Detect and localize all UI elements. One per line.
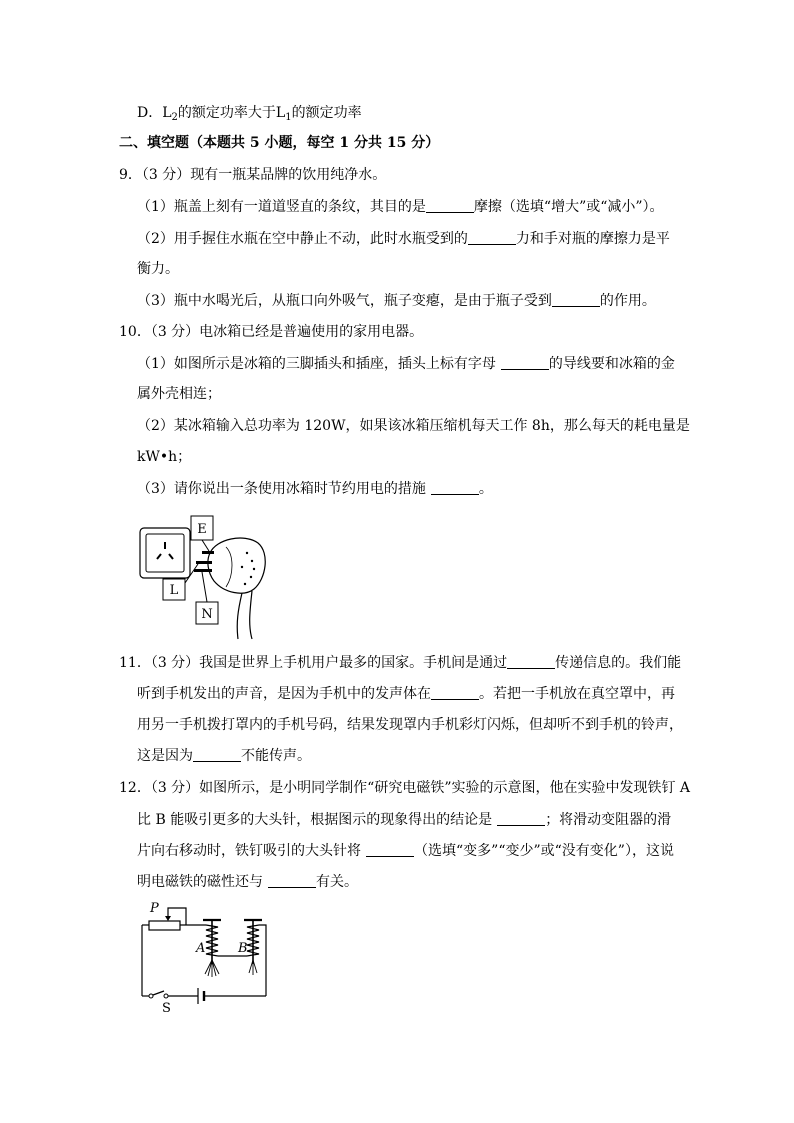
q9-part2-text-a: （2）用手握住水瓶在空中静止不动，此时水瓶受到的 — [137, 231, 468, 247]
q9-part2-text-b: 力和手对瓶的摩擦力是平 — [515, 231, 670, 247]
q10-part1-line1 — [137, 354, 675, 374]
plug-socket-figure — [130, 505, 280, 645]
option-d — [137, 103, 362, 123]
q12-text-e: 明电磁铁的磁性还与 — [137, 874, 263, 890]
q9-part3-text-b: 的作用。 — [599, 293, 656, 309]
answer-blank — [468, 231, 516, 245]
q10-part3 — [137, 479, 493, 499]
q11-text-d: 。若把一手机放在真空罩中，再 — [479, 686, 675, 702]
q11-text-b: 传递信息的。我们能 — [555, 655, 682, 671]
option-d-text-end: 的额定功率 — [291, 105, 362, 121]
q12-line4 — [137, 872, 358, 892]
wall-socket — [140, 528, 190, 578]
answer-blank — [552, 293, 600, 307]
q11-text-a: 11．（3 分）我国是世界上手机用户最多的国家。手机间是通过 — [119, 655, 508, 671]
plug-pin-neutral — [194, 569, 212, 572]
q9-part1 — [137, 197, 664, 217]
switch-blade — [153, 991, 164, 995]
q11-line1 — [119, 653, 681, 673]
plug-pin-earth — [202, 551, 214, 554]
nail-a-pins — [205, 960, 219, 977]
rheostat — [149, 921, 180, 930]
answer-blank — [426, 199, 474, 213]
answer-blank — [431, 481, 479, 495]
answer-blank — [497, 812, 545, 826]
q9-part2-line1 — [137, 229, 670, 249]
q12-text-d: （选填“变多”“变少”或“没有变化”），这说 — [414, 843, 674, 859]
switch-terminal-left — [149, 994, 153, 998]
plug-pin-live — [196, 561, 212, 564]
answer-blank — [268, 874, 316, 888]
q9-part1-text-b: 摩擦（选填“增大”或“减小”）。 — [473, 199, 664, 215]
q11-text-f: 不能传声。 — [241, 748, 311, 764]
plug-cord-left — [237, 593, 242, 639]
label-b: B — [238, 941, 248, 956]
q10-part2-line1: （2）某冰箱输入总功率为 120W，如果该冰箱压缩机每天工作 8h，那么每天的耗电量是 — [137, 418, 690, 434]
section-title: 二、填空题（本题共 5 小题，每空 1 分共 15 分） — [119, 135, 440, 151]
electromagnet-circuit-figure — [130, 898, 280, 1018]
q11-line2 — [137, 684, 675, 704]
q11-text-e: 这是因为 — [137, 748, 193, 764]
label-l: L — [169, 583, 179, 598]
q12-text-b: ；将滑动变阻器的滑 — [545, 812, 672, 828]
q11-line3: 用另一手机拨打罩内的手机号码，结果发现罩内手机彩灯闪烁，但却听不到手机的铃声， — [137, 717, 683, 733]
q10-part1-text-b: 的导线要和冰箱的金 — [548, 356, 675, 372]
plug-cord-right — [250, 591, 252, 639]
label-n-leader — [202, 572, 207, 602]
q12-line1: 12．（3 分）如图所示，是小明同学制作“研究电磁铁”实验的示意图，他在实验中发现铁钉 A — [119, 780, 691, 796]
q12-text-c: 片向右移动时，铁钉吸引的大头针将 — [137, 843, 361, 859]
q9-part2-line2: 衡力。 — [137, 261, 179, 277]
wire-right — [259, 925, 266, 996]
answer-blank — [366, 843, 414, 857]
q11-line4 — [137, 746, 311, 766]
answer-blank — [507, 655, 555, 669]
q9-part3-text-a: （3）瓶中水喝光后，从瓶口向外吸气，瓶子变瘪，是由于瓶子受到 — [137, 293, 552, 309]
q10-part1-text-a: （1）如图所示是冰箱的三脚插头和插座，插头上标有字母 — [137, 356, 496, 372]
q10-part2-line2: kW•h； — [137, 449, 192, 465]
answer-blank — [193, 748, 241, 762]
q10-part3-text-b: 。 — [478, 481, 493, 497]
label-n: N — [201, 607, 213, 622]
q11-text-c: 听到手机发出的声音，是因为手机中的发声体在 — [137, 686, 431, 702]
option-d-text-mid: 的额定功率大于 — [177, 105, 276, 121]
q12-line2 — [137, 810, 671, 830]
q10-header: 10．（3 分）电冰箱已经是普遍使用的家用电器。 — [119, 324, 424, 340]
switch-terminal-right — [164, 994, 168, 998]
option-d-label: D． — [137, 105, 163, 121]
rheostat-slider-arrow — [165, 916, 171, 921]
answer-blank — [501, 356, 549, 370]
l2-subscript: 2 — [171, 112, 178, 123]
l2-symbol: L — [162, 105, 172, 121]
label-p: P — [150, 901, 159, 916]
nail-b-pins — [249, 960, 257, 975]
l1-subscript: 1 — [285, 112, 292, 123]
label-e: E — [197, 522, 207, 537]
q12-line3 — [137, 841, 674, 861]
l1-symbol: L — [275, 105, 286, 121]
q9-header: 9．（3 分）现有一瓶某品牌的饮用纯净水。 — [119, 167, 387, 183]
q10-part1-line2: 属外壳相连； — [137, 386, 221, 402]
q10-part3-text-a: （3）请你说出一条使用冰箱时节约用电的措施 — [137, 481, 426, 497]
answer-blank — [431, 686, 479, 700]
label-e-leader — [202, 540, 209, 551]
label-a: A — [196, 941, 206, 956]
q9-part1-text-a: （1）瓶盖上刻有一道道竖直的条纹，其目的是 — [137, 199, 426, 215]
label-s: S — [162, 1001, 171, 1016]
q9-part3 — [137, 291, 656, 311]
q12-text-f: 有关。 — [316, 874, 358, 890]
plug-body — [208, 538, 265, 593]
q12-text-a: 比 B 能吸引更多的大头针，根据图示的现象得出的结论是 — [137, 812, 493, 828]
